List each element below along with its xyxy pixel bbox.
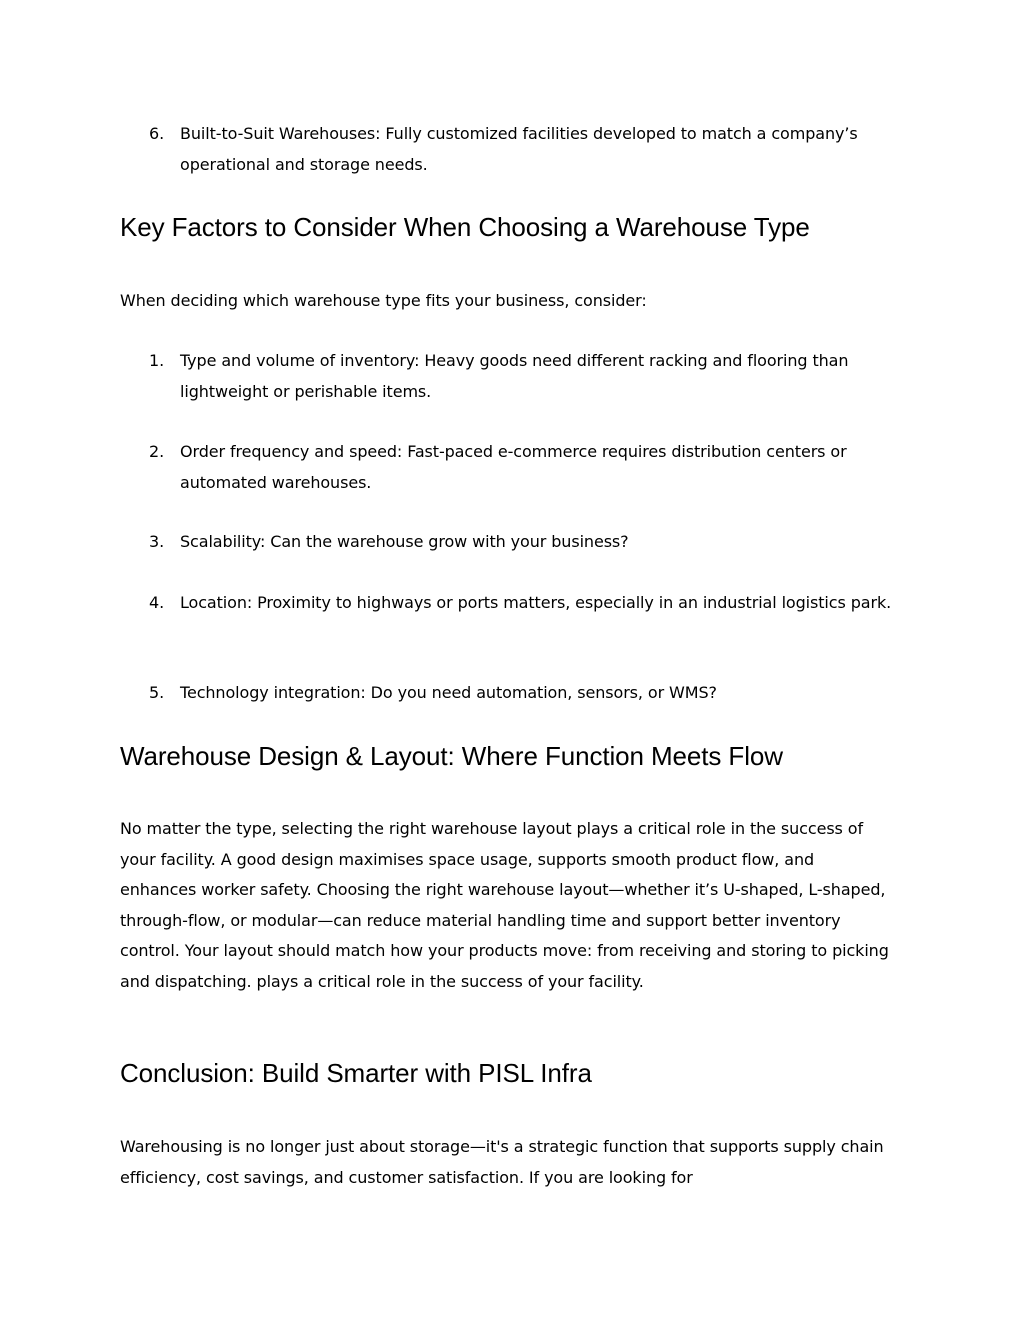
list-item-number: 3. — [149, 532, 165, 551]
list-item-number: 6. — [149, 124, 165, 143]
conclusion-paragraph: Warehousing is no longer just about storage—it's a strategic function that supports supply chain efficiency, cost savings, and customer satisfaction. If you are looking for — [120, 1137, 884, 1187]
list-item-text: Built-to-Suit Warehouses: Fully customized facilities developed to match a company’s operational and storage needs. — [180, 124, 858, 174]
list-item-text: Technology integration: Do you need automation, sensors, or WMS? — [180, 683, 717, 702]
list-item-text: Scalability: Can the warehouse grow with your business? — [180, 532, 629, 551]
list-item-number: 1. — [149, 351, 165, 370]
key-factors-intro: When deciding which warehouse type fits your business, consider: — [120, 291, 647, 310]
list-item-text: Type and volume of inventory: Heavy goods need different racking and flooring than lightweight or perishable items. — [180, 351, 849, 401]
list-item-number: 2. — [149, 442, 165, 461]
list-item-number: 4. — [149, 593, 165, 612]
section-heading-design: Warehouse Design & Layout: Where Function Meets Flow — [120, 741, 783, 771]
list-item-text: Order frequency and speed: Fast-paced e-commerce requires distribution centers or automated warehouses. — [180, 442, 847, 492]
design-paragraph: No matter the type, selecting the right warehouse layout plays a critical role in the success of your facility. A good design maximises space usage, supports smooth product flow, and enhances worker safety. Choosing the right warehouse layout—whether it’s U-shaped, L-shaped, through-flow, or modular—can reduce material handling time and support better inventory control. Your layout should match how your products move: from receiving and storing to picking and dispatching. plays a critical role in the success of your facility. — [120, 819, 889, 991]
section-heading-conclusion: Conclusion: Build Smarter with PISL Infra — [120, 1058, 592, 1088]
section-heading-key-factors: Key Factors to Consider When Choosing a Warehouse Type — [120, 212, 810, 242]
list-item-number: 5. — [149, 683, 165, 702]
list-item-text: Location: Proximity to highways or ports matters, especially in an industrial logistics park. — [180, 593, 892, 612]
